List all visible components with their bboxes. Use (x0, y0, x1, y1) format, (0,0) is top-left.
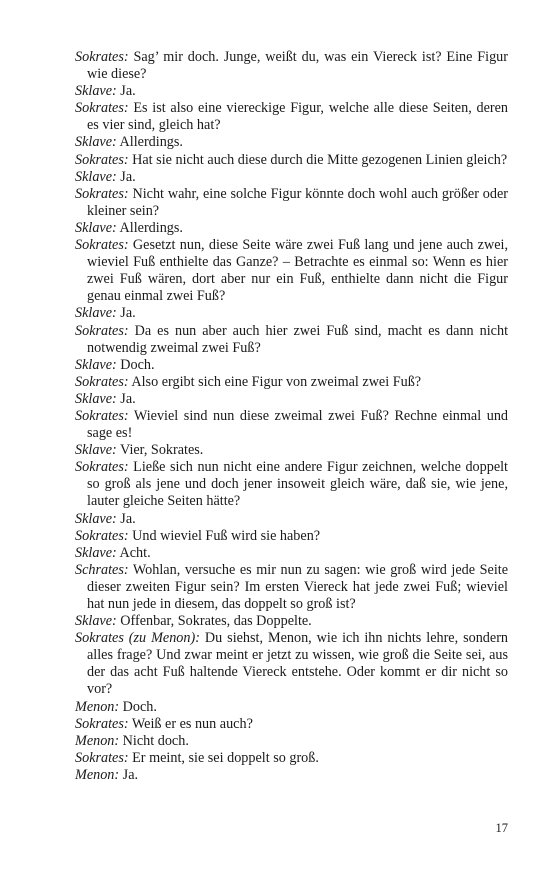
dialogue-line (75, 528, 508, 545)
dialogue-line (75, 237, 508, 305)
dialogue-line (75, 374, 508, 391)
dialogue-text: Allerdings. (119, 134, 183, 151)
dialogue-line (75, 699, 508, 716)
speaker-name: Sklave: (75, 219, 117, 236)
speaker-name: Sklave: (75, 83, 117, 100)
speaker-name: Sokrates: (75, 151, 129, 168)
dialogue-text: Ja. (120, 390, 136, 407)
speaker-name: Sokrates: (75, 322, 129, 339)
speaker-name: Menon: (75, 698, 120, 715)
dialogue-text: Sag’ mir doch. Junge, weißt du, was ein Viereck ist? Eine Figur wie diese? (87, 49, 508, 83)
dialogue-line (75, 220, 508, 237)
speaker-name: Sokrates: (75, 100, 129, 117)
dialogue-text: Und wieviel Fuß wird sie haben? (132, 527, 321, 544)
dialogue-text: Doch. (120, 356, 155, 373)
dialogue-line (75, 169, 508, 186)
dialogue-line (75, 750, 508, 767)
dialogue-text: Ja. (120, 510, 136, 527)
speaker-name: Sklave: (75, 168, 117, 185)
dialogue-text: Er meint, sie sei doppelt so groß. (132, 749, 319, 766)
speaker-name: Sokrates: (75, 373, 129, 390)
speaker-name: Sklave: (75, 356, 117, 373)
dialogue-line (75, 767, 508, 784)
dialogue-line (75, 733, 508, 750)
dialogue-line (75, 49, 508, 83)
dialogue-line (75, 562, 508, 613)
speaker-name: Sklave: (75, 613, 117, 630)
dialogue-line (75, 442, 508, 459)
speaker-name: Menon: (75, 732, 120, 749)
dialogue-line (75, 511, 508, 528)
dialogue-line (75, 716, 508, 733)
dialogue-line (75, 408, 508, 442)
dialogue-line (75, 100, 508, 134)
dialogue-text: Ja. (120, 305, 136, 322)
speaker-name: Sokrates (zu Menon): (75, 630, 200, 647)
dialogue-text: Hat sie nicht auch diese durch die Mitte gezogenen Linien gleich? (132, 151, 508, 168)
dialogue-text: Nicht doch. (122, 732, 189, 749)
speaker-name: Sokrates: (75, 715, 129, 732)
dialogue-line (75, 83, 508, 100)
dialogue-text: Vier, Sokrates. (120, 442, 204, 459)
dialogue-text: Ließe sich nun nicht eine andere Figur zeichnen, welche doppelt so groß als jene und doch jener insoweit gleich wäre, daß sie, wie jene, lauter gleiche Seiten hätte? (87, 459, 508, 510)
speaker-name: Sklave: (75, 134, 117, 151)
dialogue-text: Allerdings. (119, 219, 183, 236)
dialogue-text: Da es nun aber auch hier zwei Fuß sind, macht es dann nicht notwendig zweimal zwei Fuß? (87, 322, 509, 356)
dialogue-text: Nicht wahr, eine solche Figur könnte doch wohl auch größer oder kleiner sein? (87, 185, 508, 219)
dialogue-line (75, 134, 508, 151)
speaker-name: Sokrates: (75, 185, 129, 202)
dialogue-line (75, 459, 508, 510)
speaker-name: Sokrates: (75, 527, 129, 544)
dialogue-text: Offenbar, Sokrates, das Doppelte. (120, 613, 312, 630)
speaker-name: Menon: (75, 766, 120, 783)
speaker-name: Sklave: (75, 305, 117, 322)
dialogue-text: Ja. (120, 168, 136, 185)
dialogue-line (75, 630, 508, 698)
dialogue-text: Wohlan, versuche es mir nun zu sagen: wie groß wird jede Seite dieser zweiten Figur sein? Im ersten Viereck hat jede zwei Fuß; wieviel hat nun jede in diesem, das doppelt so groß ist? (87, 561, 508, 612)
dialogue-text: Gesetzt nun, diese Seite wäre zwei Fuß lang und jene auch zwei, wieviel Fuß enthielte das Ganze? – Betrachte es einmal so: Wenn es hier zwei Fuß wären, dort aber nur ein Fuß, enthielte dann nicht die Figur genau einmal zwei Fuß? (87, 237, 509, 305)
speaker-name: Sokrates: (75, 749, 129, 766)
speaker-name: Schrates: (75, 561, 129, 578)
dialogue-text: Ja. (120, 83, 136, 100)
page-number: 17 (495, 821, 508, 835)
dialogue-text: Wieviel sind nun diese zweimal zwei Fuß? Rechne einmal und sage es! (87, 407, 509, 442)
dialogue-text: Doch. (122, 698, 157, 715)
dialogue-text: Weiß er es nun auch? (131, 715, 253, 732)
dialogue-text-block (75, 49, 508, 784)
speaker-name: Sokrates: (75, 237, 129, 254)
speaker-name: Sklave: (75, 544, 117, 561)
dialogue-text: Es ist also eine viereckige Figur, welche alle diese Seiten, deren es vier sind, gleich hat? (87, 100, 508, 134)
dialogue-line (75, 186, 508, 220)
dialogue-text: Acht. (119, 544, 151, 561)
dialogue-text: Also ergibt sich eine Figur von zweimal zwei Fuß? (131, 373, 422, 390)
speaker-name: Sklave: (75, 510, 117, 527)
speaker-name: Sokrates: (75, 407, 129, 424)
speaker-name: Sklave: (75, 390, 117, 407)
dialogue-text: Ja. (122, 766, 139, 783)
dialogue-line (75, 545, 508, 562)
speaker-name: Sokrates: (75, 49, 129, 65)
dialogue-line (75, 613, 508, 630)
dialogue-line (75, 357, 508, 374)
dialogue-line (75, 323, 508, 357)
dialogue-line (75, 305, 508, 322)
speaker-name: Sklave: (75, 442, 117, 459)
speaker-name: Sokrates: (75, 459, 129, 476)
dialogue-line (75, 391, 508, 408)
dialogue-line (75, 152, 508, 169)
dialogue-text: Du siehst, Menon, wie ich ihn nichts lehre, sondern alles frage? Und zwar meint er jetzt zu wissen, wie groß die Seite sei, aus der das acht Fuß haltende Viereck entstehe. Oder kommt er dir nicht so vor? (87, 630, 509, 698)
